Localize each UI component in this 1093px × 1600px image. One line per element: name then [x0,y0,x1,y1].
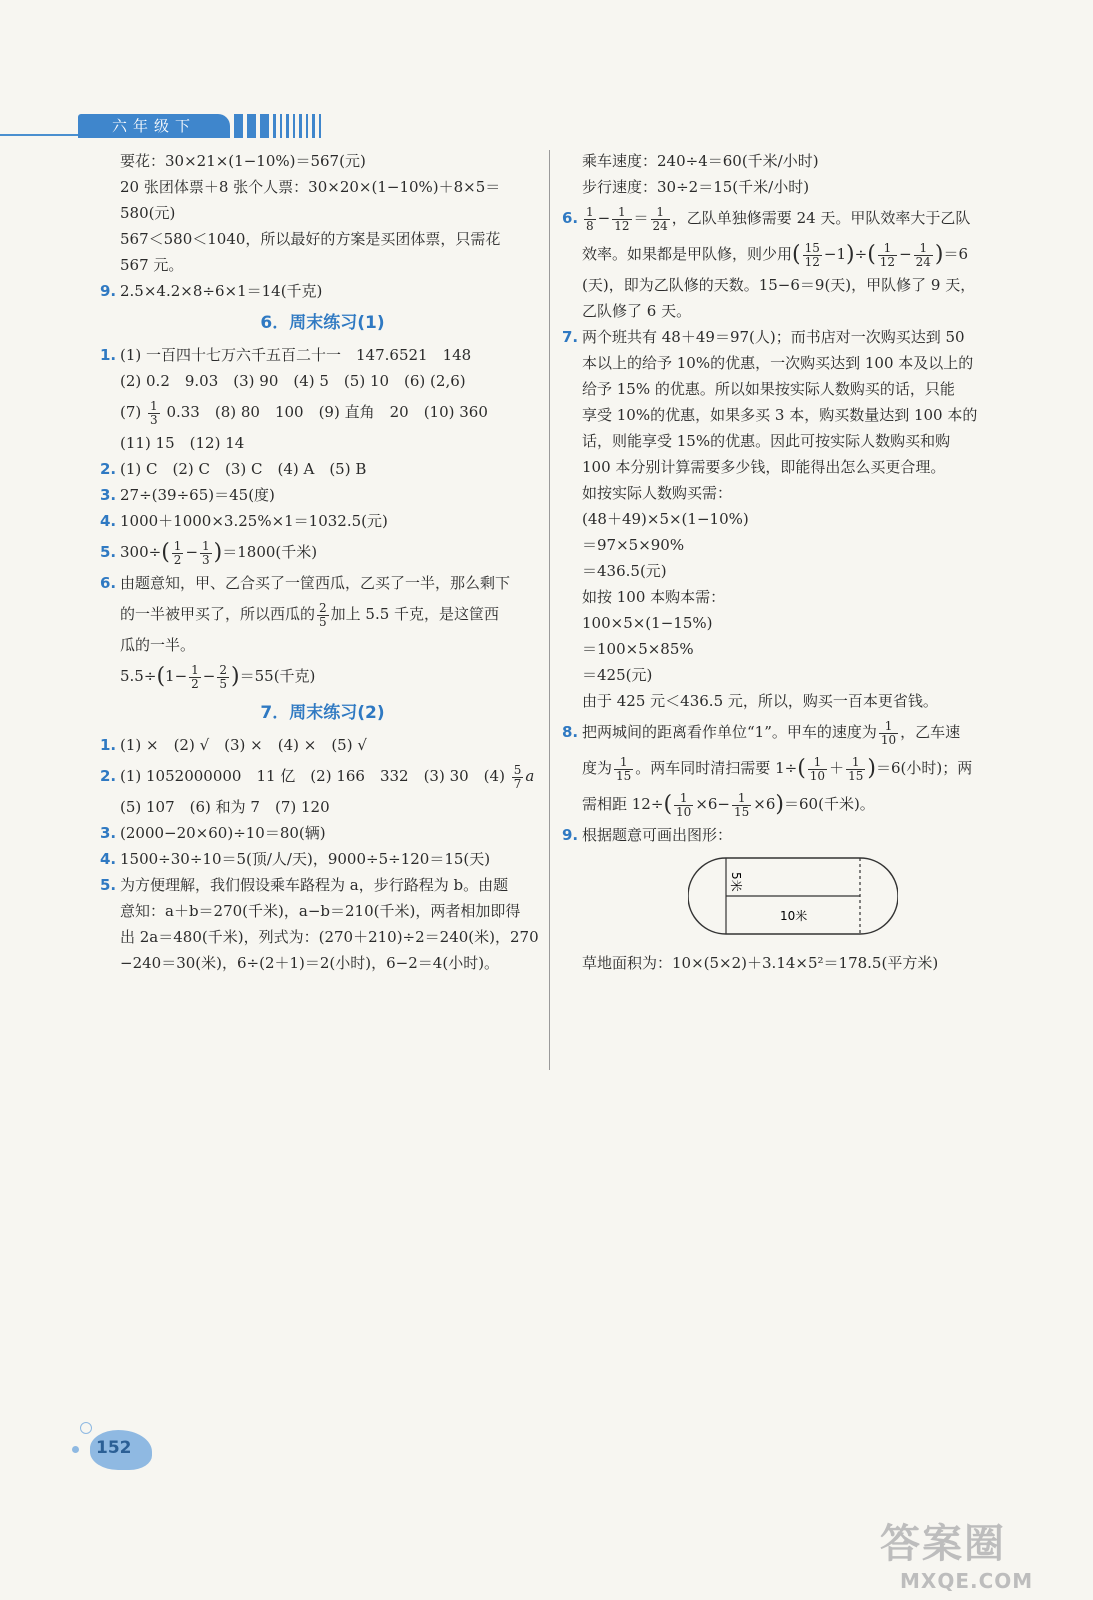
text-line: 567＜580＜1040，所以最好的方案是买团体票，只需花 [120,230,501,248]
track-figure [688,854,898,938]
watermark [880,1512,1080,1592]
answer-text: 0.33 (8) 80 100 (9) 直角 20 (10) 360 [166,403,488,421]
column-divider [549,150,550,1070]
question-4 [100,846,545,872]
answer-text: 1500÷30÷10＝5(顶/人/天)，9000÷5÷120＝15(天) [120,850,491,868]
text-line: 567 元。 [120,256,184,274]
text-line: 乘车速度：240÷4＝60(千米/小时) [582,152,819,170]
question-number: 1. [100,346,117,364]
answer-text: (1) 1052000000 11 亿 (2) 166 332 (3) 30 (4) [120,767,505,785]
answer-text: ，乙车速 [900,723,961,741]
watermark-logo: 答案圈 [880,1521,1006,1567]
header-stripes [234,114,321,138]
text-line: 乙队修了 6 天。 [582,302,692,320]
answer-text: (2000−20×60)÷10＝80(辆) [120,824,326,842]
question-number: 3. [100,824,117,842]
text-line: (48＋49)×5×(1−10%) [582,510,749,528]
question-7 [562,324,1010,350]
fraction: $\frac{1}{3}$ [150,398,158,427]
variable: a [525,767,535,785]
answer-text: ＝6 [943,245,969,263]
answer-text: 根据题意可画出图形： [582,826,733,844]
watermark-url: MXQE.COM [900,1569,1034,1593]
question-number: 5. [100,876,117,894]
text-line: 580(元) [120,204,176,222]
text-line: 20 张团体票＋8 张个人票：30×20×(1−10%)＋8×5＝ [120,178,501,196]
answer-text: 两个班共有 48＋49＝97(人)；而书店对一次购买达到 50 [582,328,965,346]
text-line: (天)，即为乙队修的天数。15−6＝9(天)，甲队修了 9 天， [582,276,976,294]
header-line [0,134,90,136]
text-line: 话，则能享受 15%的优惠。因此可按实际人数购买和购 [582,432,951,450]
label-10m: 10米 [780,909,808,923]
question-5 [100,872,545,898]
text-line: ＝436.5(元) [582,562,667,580]
text-line: 效率。如果都是甲队修，则少用( $\frac{15}{12}$ −1)÷( $\frac{1}{12}$ − $\frac{1}{24}$ )＝6 [582,240,969,269]
question-number: 4. [100,512,117,530]
text-line: 瓜的一半。 [120,636,196,654]
page-number-badge [72,1420,162,1476]
text-line: 度为 $\frac{1}{15}$ 。两车同时清扫需要 1÷( $\frac{1}{10}$ ＋ $\frac{1}{15}$ )＝6(小时)；两 [582,754,973,783]
section-title-7: 7．周末练习(2) [260,703,385,723]
question-1 [100,732,545,758]
question-9 [100,278,545,304]
text-line: −240＝30(米)，6÷(2＋1)＝2(小时)，6−2＝4(小时)。 [120,954,500,972]
answer-text: 为方便理解，我们假设乘车路程为 a，步行路程为 b。由题 [120,876,509,894]
text-line: 如按 100 本购本需： [582,588,726,606]
question-number: 5. [100,543,117,561]
text-line [100,394,545,430]
answer-text: (1) 一百四十七万六千五百二十一 147.6521 148 [120,346,472,364]
answer-text: 的一半被甲买了，所以西瓜的 [120,605,316,623]
text-line: 由于 425 元＜436.5 元，所以，购买一百本更省钱。 [582,692,938,710]
answer-text: ＝6(小时)；两 [875,759,973,777]
text-line: 步行速度：30÷2＝15(千米/小时) [582,178,810,196]
answer-text: (1) C (2) C (3) C (4) A (5) B [120,460,367,478]
page-header [0,112,320,142]
question-2: 2. (1) 1052000000 11 亿 (2) 166 332 (3) 30 (4) $\frac{5}{7}$ a [100,758,545,794]
right-column [562,148,1010,976]
answer-text: 需相距 12÷ [582,795,664,813]
question-number: 9. [562,826,579,844]
text-line: ＝100×5×85% [582,640,694,658]
question-number: 8. [562,723,579,741]
question-3 [100,482,545,508]
text-line: (5) 107 (6) 和为 7 (7) 120 [120,798,330,816]
text-line: 的一半被甲买了，所以西瓜的 $\frac{2}{5}$ 加上 5.5 千克，是这筐西 [120,600,500,629]
answer-text: 300÷ [120,543,162,561]
question-2 [100,456,545,482]
text-line: (11) 15 (12) 14 [120,434,245,452]
text-line: 100×5×(1−15%) [582,614,713,632]
answer-text: 度为 [582,759,613,777]
text-line: 草地面积为：10×(5×2)＋3.14×5²＝178.5(平方米) [582,954,939,972]
question-number: 4. [100,850,117,868]
question-3 [100,820,545,846]
text-line: 5.5÷(1− $\frac{1}{2}$ − $\frac{2}{5}$ )＝55(千克) [120,662,316,691]
answer-text: 5.5÷ [120,667,157,685]
question-1 [100,342,545,368]
question-number: 6. [562,209,579,227]
answer-text: ，乙队单独修需要 24 天。甲队效率大于乙队 [671,209,971,227]
answer-text: ＝1800(千米) [222,543,318,561]
page-number: 152 [96,1438,132,1458]
text-line: ＝425(元) [582,666,653,684]
question-6 [100,570,545,596]
question-8: 8. 把两城间的距离看作单位“1”。甲车的速度为 $\frac{1}{10}$ ，乙车速 [562,714,1010,750]
text-line: (2) 0.2 9.03 (3) 90 (4) 5 (5) 10 (6) (2,6) [120,372,466,390]
question-number: 6. [100,574,117,592]
answer-text: 由题意知，甲、乙合买了一筐西瓜，乙买了一半，那么剩下 [120,574,511,592]
answer-text: 。两车同时清扫需要 1÷ [635,759,798,777]
answer-text: (7) [120,403,142,421]
answer-text: (1) × (2) √ (3) × (4) × (5) √ [120,736,367,754]
answer-text: 2.5×4.2×8÷6×1＝14(千克) [120,282,323,300]
answer-text: 1000＋1000×3.25%×1＝1032.5(元) [120,512,388,530]
question-number: 1. [100,736,117,754]
text-line: 意知：a＋b＝270(千米)，a−b＝210(千米)，两者相加即得 [120,902,521,920]
answer-text: ＝60(千米)。 [784,795,875,813]
text-line: 如按实际人数购买需： [582,484,733,502]
grade-tab: 六年级下 [78,114,230,138]
text-line: 给予 15% 的优惠。所以如果按实际人数购买的话，只能 [582,380,955,398]
answer-text: 把两城间的距离看作单位“1”。甲车的速度为 [582,723,877,741]
question-5: 5. 300÷( $\frac{1}{2}$ − $\frac{1}{3}$ )＝1800(千米) [100,534,545,570]
question-number: 9. [100,282,117,300]
left-column [100,148,545,976]
text-line: 出 2a＝480(千米)，列式为：(270＋210)÷2＝240(米)，270 [120,928,539,946]
section-title-6: 6．周末练习(1) [260,313,385,333]
text-line: 需相距 12÷( $\frac{1}{10}$ ×6− $\frac{1}{15}$ ×6)＝60(千米)。 [582,790,875,819]
text-line: 要花：30×21×(1−10%)＝567(元) [120,152,366,170]
question-9 [562,822,1010,848]
question-number: 2. [100,460,117,478]
question-number: 3. [100,486,117,504]
text-line: 本以上的给予 10%的优惠，一次购买达到 100 本及以上的 [582,354,974,372]
text-line: 100 本分别计算需要多少钱，即能得出怎么买更合理。 [582,458,946,476]
question-4 [100,508,545,534]
answer-text: ＝55(千克) [239,667,316,685]
answer-text: 加上 5.5 千克，是这筐西 [330,605,500,623]
question-6: 6. $\frac{1}{8}$ − $\frac{1}{12}$ ＝ $\frac{1}{24}$ ，乙队单独修需要 24 天。甲队效率大于乙队 [562,200,1010,236]
answer-text: 效率。如果都是甲队修，则少用 [582,245,793,263]
question-number: 2. [100,767,117,785]
text-line: ＝97×5×90% [582,536,685,554]
answer-text: 27÷(39÷65)＝45(度) [120,486,275,504]
label-5m: 5米 [729,872,743,892]
question-number: 7. [562,328,579,346]
text-line: 享受 10%的优惠，如果多买 3 本，购买数量达到 100 本的 [582,406,978,424]
